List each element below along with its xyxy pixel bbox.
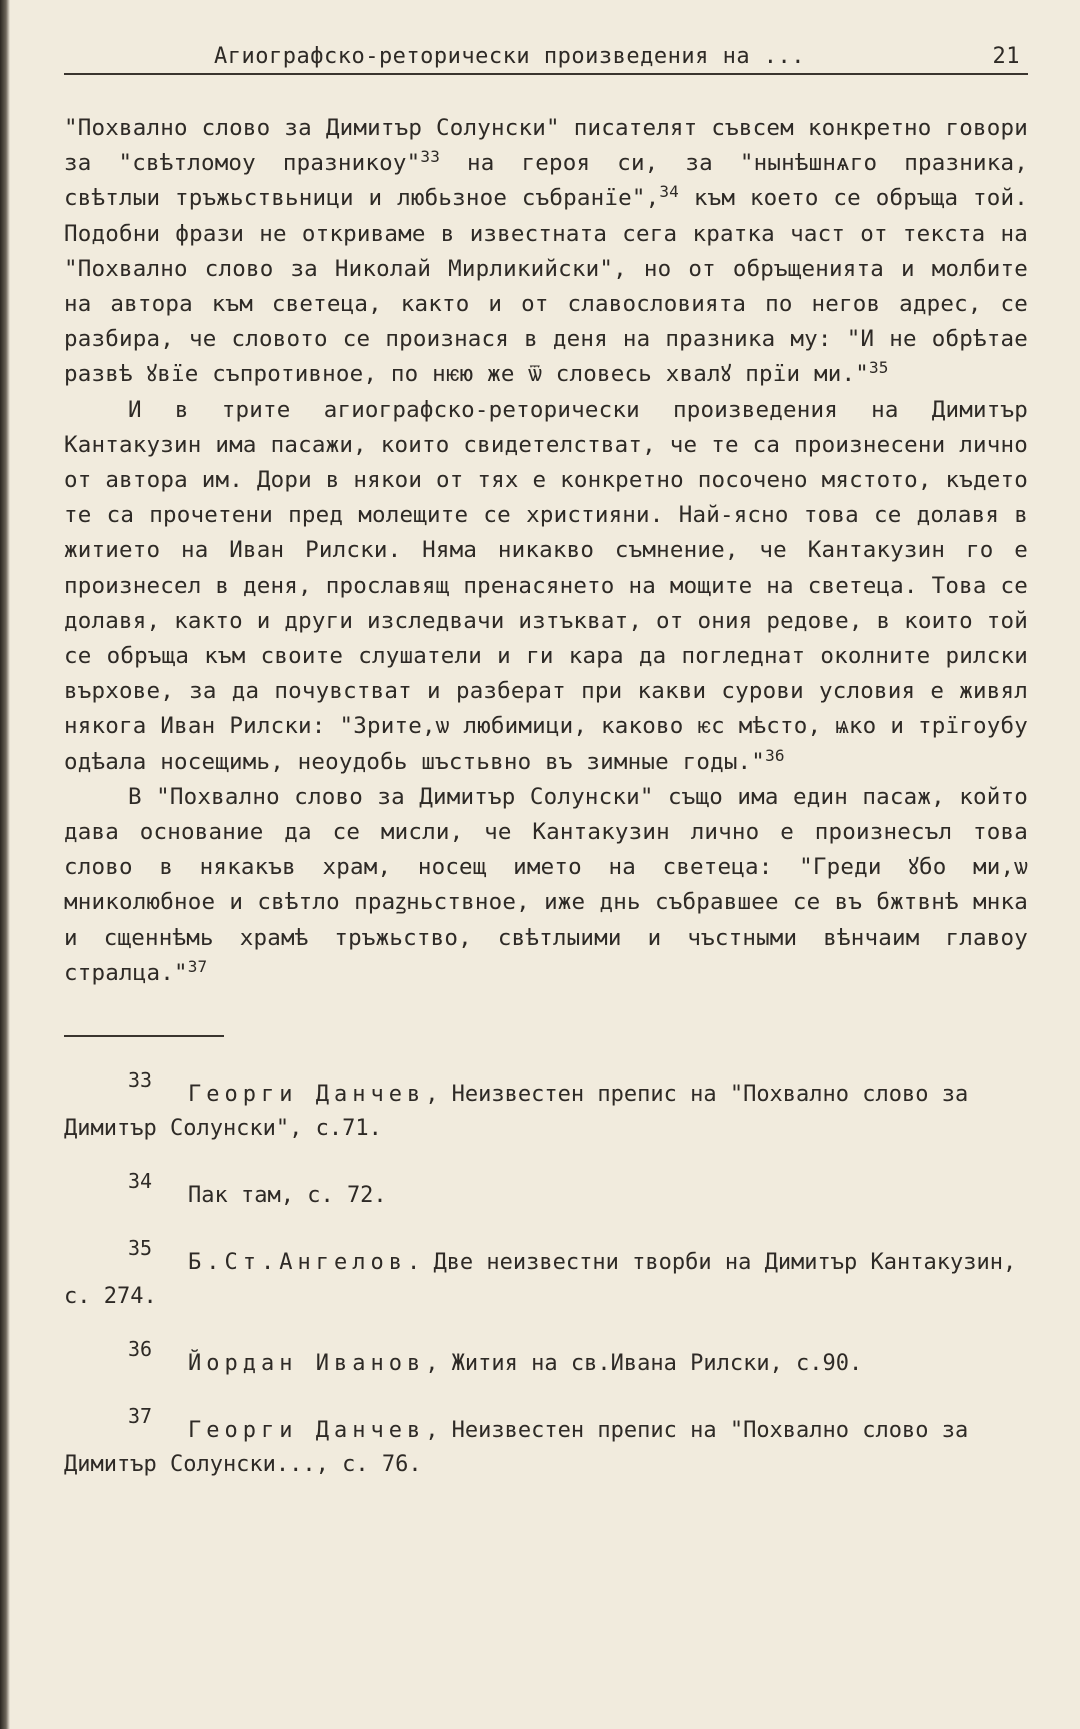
page-number: 21 [992,44,1020,69]
footnote-36 [64,1332,1028,1381]
footnote-ref-34: 34 [659,182,680,202]
footnote-number: 33 [128,1068,153,1093]
paragraph-2-text: И в трите агиографско-реторически произведения на Димитър Кантакузин има пасажи, които свидетелстват, че те са произнесени лично от автора им. Дори в някои от тях е конкретно посочено мястото, където те са прочетени пред молещите се християни. Най-ясно това се долавя в житието на Иван Рилски. Няма никакво съмнение, че Кантакузин го е произнесел в деня, прославящ пренасянето на мощите на светеца. Това се долавя, както и други изследвачи изтъкват, от ония редове, в които той се обръща към своите слушатели и ги кара да погледнат околните рилски върхове, за да почувстват и разберат при какви сурови условия е живял някога Иван Рилски: "Зрите,ѡ любимици, каково ѥс мѣсто, ѩко и трїгоубу одѣала носещимь, неоудобь шъстьвно въ зимные годы." [64,396,1028,775]
footnote-author: Георги Данчев [188,1418,426,1444]
footnote-34 [64,1164,1028,1213]
paragraph-1 [64,111,1028,393]
footnote-text: , Неизвестен препис на "Похвално слово за Димитър Солунски", с.71. [64,1082,969,1142]
running-title: Агиографско-реторически произведения на ... [214,44,806,69]
footnote-author: Георги Данчев [188,1082,426,1108]
footnote-author: Йордан Иванов [188,1351,426,1377]
footnotes [64,1063,1028,1482]
paragraph-3 [64,780,1028,991]
footnote-text: , Жития на св.Ивана Рилски, с.90. [425,1351,863,1377]
footnote-ref-33: 33 [420,147,441,167]
paragraph-3-text: В "Похвално слово за Димитър Солунски" също има един пасаж, който дава основание да се мисли, че Кантакузин лично е произнесъл това слово в някакъв храм, носещ името на светеца: "Греди ꙋбо ми,ѡ мниколюбное и свѣтло праꙁньствное, иже днь събравшее се въ бжтвнѣ мнка и сщеннѣмь храмѣ тръжьство, свѣтлыими и чъстными вѣнчаим главоу стралца." [64,783,1028,986]
footnote-35 [64,1231,1028,1314]
footnote-33 [64,1063,1028,1146]
footnote-ref-36: 36 [765,745,785,765]
footnote-number: 34 [128,1169,153,1194]
footnote-author: Б.Ст.Ангелов [188,1250,407,1276]
paragraph-2 [64,393,1028,780]
footnote-number: 35 [128,1236,153,1261]
footnote-divider [64,1035,224,1037]
main-text [64,111,1028,991]
footnote-text: Пак там, с. 72. [188,1183,387,1209]
page-binding-edge [0,0,10,1729]
footnote-ref-35: 35 [868,358,889,378]
paragraph-1-text-c: към което се обръща той. Подобни фрази не откриваме в известната сега кратка част от текста на "Похвално слово за Николай Мирликийски", но от обръщенията и молбите на автора към светеца, както и от славословията по негов адрес, се разбира, че словото се произнася в деня на празника му: "И не обрѣтае развѣ ꙋвїе съпротивное, по нѥю же ѿ словесь хвалꙋ прїи ми." [64,185,1028,388]
running-header [64,44,1028,75]
footnote-number: 37 [128,1404,153,1429]
paragraph-1-text-b: на героя си, за "нынѣшнѧго празника, свѣтлыи тръжьствьници и любьзное събранїе", [64,150,1028,212]
footnote-37 [64,1399,1028,1482]
footnote-text: . Две неизвестни творби на Димитър Кантакузин, с. 274. [64,1250,1017,1310]
paragraph-1-text-a: "Похвално слово за Димитър Солунски" писателят съвсем конкретно говори за "свѣтломоу празникоу" [64,115,1028,177]
footnote-ref-37: 37 [187,956,208,976]
book-page [64,44,1028,1500]
footnote-number: 36 [128,1337,153,1362]
footnote-text: , Неизвестен препис на "Похвално слово за Димитър Солунски..., с. 76. [64,1418,969,1478]
